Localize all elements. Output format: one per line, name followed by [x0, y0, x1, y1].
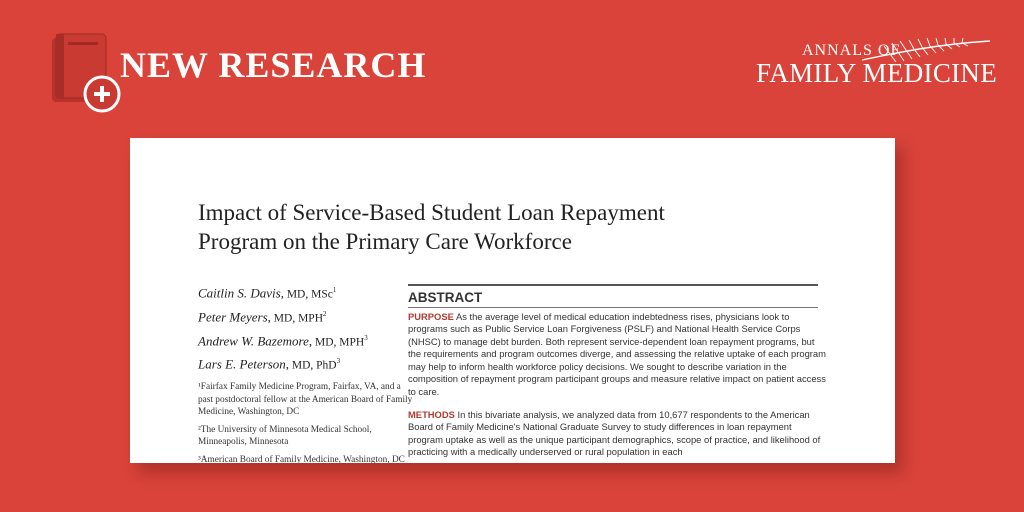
abstract-purpose [408, 311, 828, 399]
paper-card [130, 138, 895, 463]
purpose-label: PURPOSE [408, 310, 454, 322]
book-plus-icon [50, 30, 122, 114]
author: Andrew W. Bazemore, MD, MPH$^3$ [198, 332, 368, 348]
abstract [408, 280, 828, 463]
logo-main-text: FAMILY MEDICINE [756, 58, 998, 88]
abstract-methods [408, 409, 828, 459]
divider [408, 284, 818, 286]
paper-title [198, 198, 798, 256]
author: Peter Meyers, MD, MPH$^2$ [198, 309, 327, 325]
author: Caitlin S. Davis, MD, MSc$^1$ [198, 285, 337, 301]
logo-top-text: ANNALS OF [802, 42, 901, 59]
affiliation: ²The University of Minnesota Medical School, Minneapolis, Minnesota [198, 424, 372, 448]
divider [408, 307, 818, 308]
purpose-text: As the average level of medical education indebtedness rises, physicians look to programs such as Public Service Loan Forgiveness (PSLF) and National Health Service Corps (NHSC) to manage debt burden. Both represent service-dependent loan repayment programs, but the requirements and program outcomes diverge, and assessing the relative uptake of each program may help to inform health workforce policy decisions. We sought to describe variation in the composition of repayment program participant groups and measure relative impact on patient access to care. [408, 310, 826, 398]
paper-title-line-1: Impact of Service-Based Student Loan Repayment [198, 200, 665, 225]
journal-logo [756, 38, 998, 88]
abstract-heading: ABSTRACT [408, 289, 483, 305]
affiliation: ¹Fairfax Family Medicine Program, Fairfax, VA, and a past postdoctoral fellow at the American Board of Family Medicine, Washington, DC [198, 382, 413, 418]
author: Lars E. Peterson, MD, PhD$^3$ [198, 356, 341, 372]
methods-label: METHODS [408, 408, 455, 420]
paper-title-line-2: Program on the Primary Care Workforce [198, 229, 572, 254]
methods-text: In this bivariate analysis, we analyzed data from 10,677 respondents to the American Board of Family Medicine's National Graduate Survey to study differences in loan repayment program uptake as well as the unique participant demographics, scope of practice, and likelihood of practicing with a medically underserved or rural population in each [408, 408, 821, 458]
affiliation: ³American Board of Family Medicine, Washington, DC [198, 454, 405, 463]
author-list [198, 281, 418, 463]
banner-title: NEW RESEARCH [120, 45, 427, 85]
